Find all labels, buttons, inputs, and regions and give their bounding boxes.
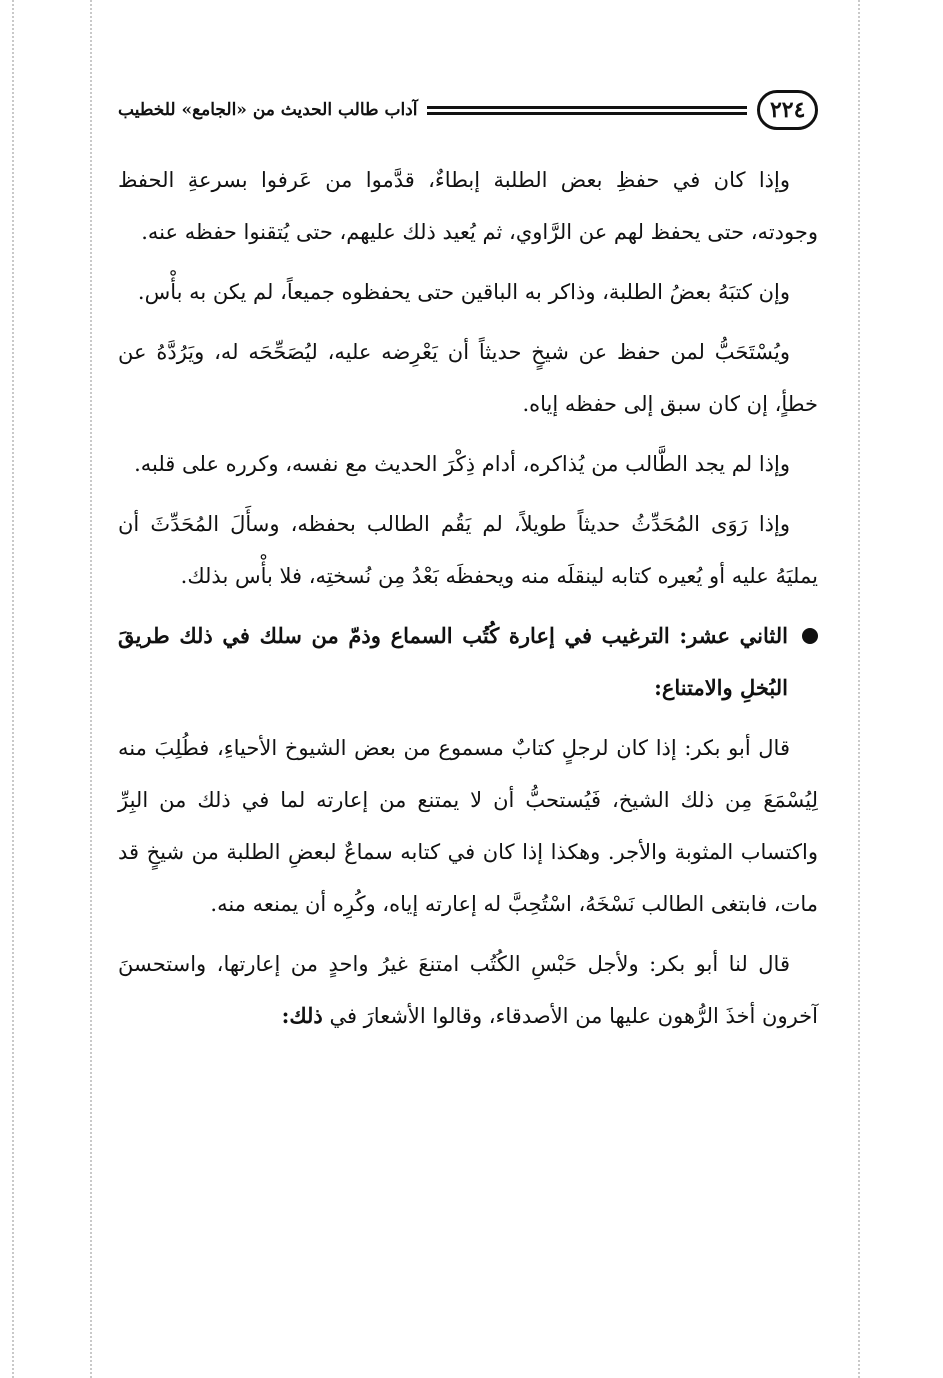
- section-heading: الثاني عشر: الترغيب في إعارة كُتُب السماع وذمّ من سلك في ذلك طريقَ البُخلِ والامتناع:: [118, 623, 788, 700]
- paragraph: ويُسْتَحَبُّ لمن حفظ عن شيخٍ حديثاً أن يَعْرِضه عليه، ليُصَحِّحَه له، ويَرُدَّهُ عن خطأٍ، إن كان سبق إلى حفظه إياه.: [118, 340, 818, 416]
- paragraph: وإذا رَوَى المُحَدِّثُ حديثاً طويلاً، لم يَقُم الطالب بحفظه، وسأَلَ المُحَدِّثَ أن يمليَهُ عليه أو يُعيره كتابه لينقلَه منه ويحفظَه بَعْدُ مِن نُسختِه، فلا بأْس بذلك.: [118, 512, 818, 588]
- section-heading-block: [118, 610, 818, 714]
- paragraph: وإن كتبَهُ بعضُ الطلبة، وذاكر به الباقين حتى يحفظوه جميعاً، لم يكن به بأْس.: [137, 280, 790, 304]
- paragraph: وإذا لم يجد الطَّالب من يُذاكره، أدام ذِكْرَ الحديث مع نفسه، وكرره على قلبه.: [134, 452, 790, 476]
- paragraph-text: قال لنا أبو بكر: ولأجل حَبْسِ الكُتُب امتنعَ غيرُ واحدٍ من إعارتها، واستحسنَ آخرون أخذَ الرُّهون عليها من الأصدقاء، وقالوا الأشعارَ في: [118, 952, 818, 1028]
- scan-dotted-guide: [90, 0, 92, 1378]
- paragraph: قال أبو بكر: إذا كان لرجلٍ كتابٌ مسموع من بعض الشيوخ الأحياءِ، فطُلِبَ منه لِيُسْمَعَ مِن ذلك الشيخ، فَيُستحبُّ أن لا يمتنع من إعارته لما في ذلك من البِرِّ واكتساب المثوبة والأجر. وهكذا إذا كان في كتابه سماعٌ لبعضِ الطلبة من شيخٍ قد مات، فابتغى الطالب نَسْخَهُ، اسْتُحِبَّ له إعارته إياه، وكُرِه أن يمنعه منه.: [118, 736, 818, 916]
- paragraph-bold-end: ذلك:: [281, 1003, 323, 1028]
- bullet-icon: [802, 628, 818, 644]
- page-header: [118, 88, 818, 132]
- paragraph-last: [118, 938, 818, 1042]
- scan-dotted-guide: [858, 0, 860, 1378]
- page-number: ٢٢٤: [757, 90, 818, 130]
- paragraph: وإذا كان في حفظِ بعض الطلبة إبطاءٌ، قدَّموا من عَرفوا بسرعةِ الحفظ وجودته، حتى يحفظ لهم عن الرَّاوي، ثم يُعيد ذلك عليهم، حتى يُتقنوا حفظه عنه.: [118, 168, 818, 244]
- book-page: [118, 88, 818, 1050]
- scan-dotted-guide: [12, 0, 14, 1378]
- running-title: آداب طالب الحديث من «الجامع» للخطيب: [118, 100, 418, 120]
- header-rule: [427, 106, 747, 115]
